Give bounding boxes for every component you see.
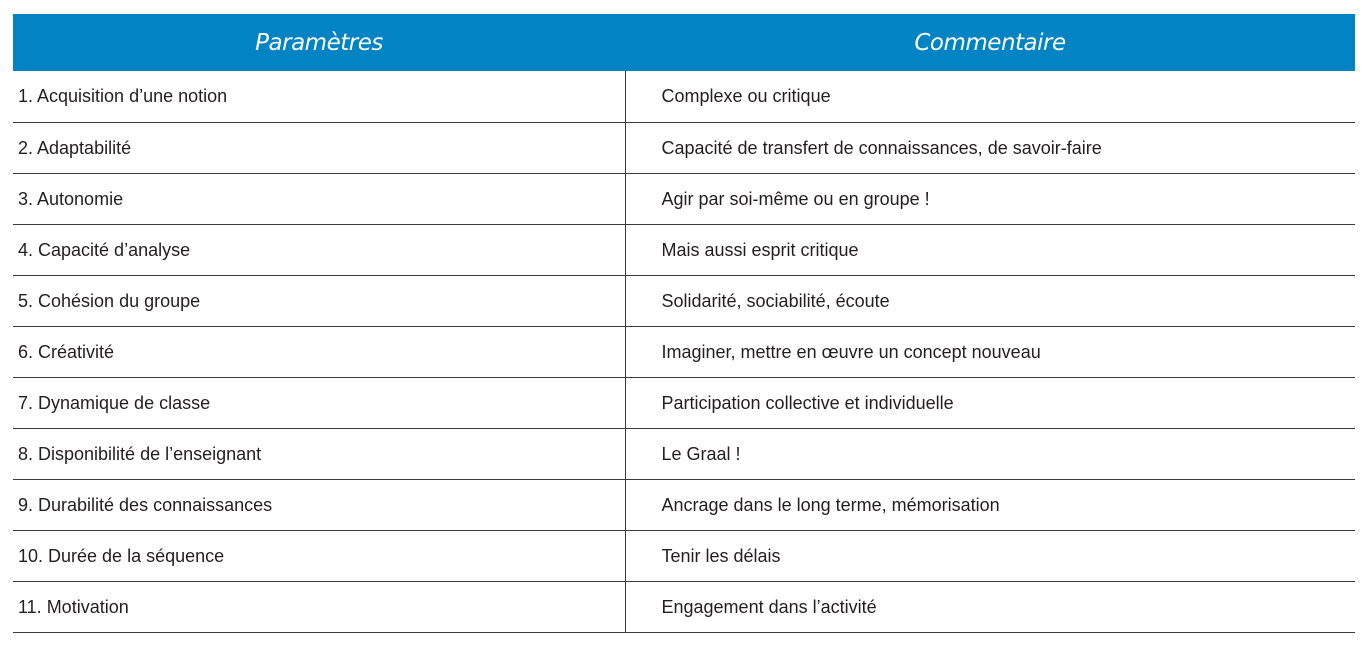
- comment-cell: Complexe ou critique: [625, 71, 1355, 123]
- table-row: [13, 174, 1355, 225]
- comment-cell: Engagement dans l’activité: [625, 582, 1355, 633]
- comment-cell: Imaginer, mettre en œuvre un concept nouveau: [625, 327, 1355, 378]
- table-row: [13, 71, 1355, 123]
- header-commentaire: Commentaire: [625, 14, 1355, 71]
- comment-cell: Solidarité, sociabilité, écoute: [625, 276, 1355, 327]
- table-row: [13, 582, 1355, 633]
- header-row: [13, 14, 1355, 71]
- param-cell: 3. Autonomie: [13, 174, 625, 225]
- param-cell: 6. Créativité: [13, 327, 625, 378]
- table-row: [13, 378, 1355, 429]
- table-row: [13, 531, 1355, 582]
- comment-cell: Tenir les délais: [625, 531, 1355, 582]
- param-cell: 9. Durabilité des connaissances: [13, 480, 625, 531]
- param-cell: 7. Dynamique de classe: [13, 378, 625, 429]
- comment-cell: Participation collective et individuelle: [625, 378, 1355, 429]
- comment-cell: Ancrage dans le long terme, mémorisation: [625, 480, 1355, 531]
- param-cell: 10. Durée de la séquence: [13, 531, 625, 582]
- param-cell: 11. Motivation: [13, 582, 625, 633]
- parameters-table: [13, 14, 1355, 633]
- comment-cell: Capacité de transfert de connaissances, de savoir-faire: [625, 123, 1355, 174]
- param-cell: 2. Adaptabilité: [13, 123, 625, 174]
- comment-cell: Agir par soi-même ou en groupe !: [625, 174, 1355, 225]
- header-parametres: Paramètres: [13, 14, 625, 71]
- param-cell: 1. Acquisition d’une notion: [13, 71, 625, 123]
- table-row: [13, 225, 1355, 276]
- table-body: [13, 71, 1355, 633]
- param-cell: 4. Capacité d’analyse: [13, 225, 625, 276]
- table-row: [13, 327, 1355, 378]
- param-cell: 8. Disponibilité de l’enseignant: [13, 429, 625, 480]
- table-row: [13, 429, 1355, 480]
- table-row: [13, 276, 1355, 327]
- table-row: [13, 480, 1355, 531]
- comment-cell: Mais aussi esprit critique: [625, 225, 1355, 276]
- table-row: [13, 123, 1355, 174]
- comment-cell: Le Graal !: [625, 429, 1355, 480]
- param-cell: 5. Cohésion du groupe: [13, 276, 625, 327]
- table-header: [13, 14, 1355, 71]
